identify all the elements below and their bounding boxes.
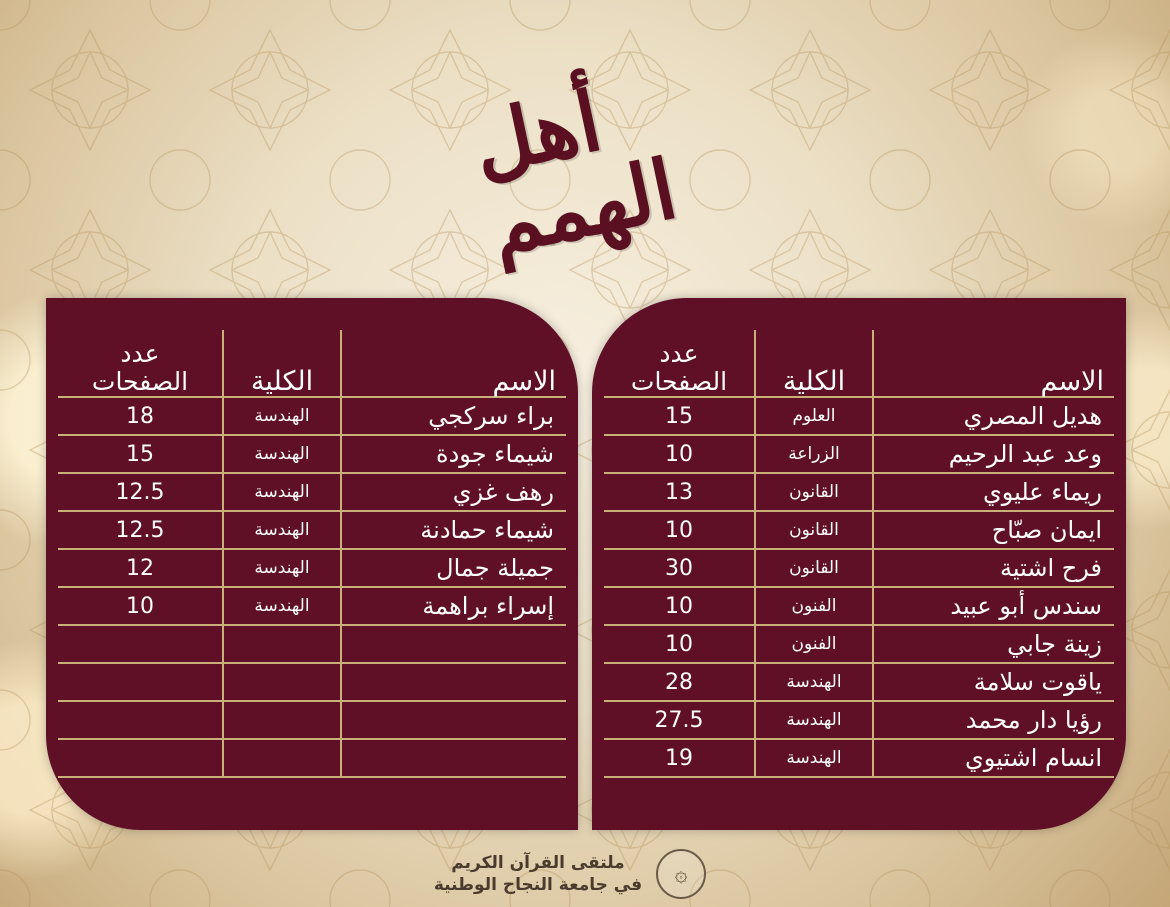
cell-college: العلوم: [755, 397, 873, 435]
cell-college: القانون: [755, 473, 873, 511]
right-panel: [592, 298, 1126, 830]
left-table: [58, 330, 566, 778]
cell-pages: 12.5: [58, 511, 223, 549]
cell-name: شيماء حمادنة: [341, 511, 566, 549]
cell-pages: [58, 701, 223, 739]
cell-name: فرح اشتية: [873, 549, 1114, 587]
cell-name: [341, 739, 566, 777]
table-row: [604, 587, 1114, 625]
cell-college: القانون: [755, 549, 873, 587]
calligraphy-title: [464, 20, 740, 300]
cell-college: القانون: [755, 511, 873, 549]
cell-college: [223, 739, 341, 777]
cell-pages: 10: [604, 511, 755, 549]
table-row: [58, 397, 566, 435]
cell-college: الفنون: [755, 625, 873, 663]
table-row-empty: [58, 625, 566, 663]
cell-name: [341, 663, 566, 701]
header-pages-line1: عدد: [120, 339, 160, 368]
cell-pages: 10: [604, 625, 755, 663]
table-row-empty: [58, 663, 566, 701]
cell-pages: 30: [604, 549, 755, 587]
cell-pages: 15: [58, 435, 223, 473]
cell-name: [341, 625, 566, 663]
cell-pages: 12: [58, 549, 223, 587]
title-text: أهل الهمم: [464, 73, 685, 275]
cell-college: الهندسة: [223, 511, 341, 549]
left-table-header: [58, 330, 566, 397]
table-row: [604, 625, 1114, 663]
table-row: [58, 511, 566, 549]
cell-pages: 13: [604, 473, 755, 511]
header-name: الاسم: [873, 330, 1114, 397]
table-row: [604, 473, 1114, 511]
cell-college: الهندسة: [223, 473, 341, 511]
cell-pages: 27.5: [604, 701, 755, 739]
right-table-header: [604, 330, 1114, 397]
table-row-empty: [58, 701, 566, 739]
cell-pages: 15: [604, 397, 755, 435]
table-row: [58, 587, 566, 625]
cell-name: انسام اشتيوي: [873, 739, 1114, 777]
cell-name: رهف غزي: [341, 473, 566, 511]
cell-college: [223, 625, 341, 663]
cell-pages: 28: [604, 663, 755, 701]
cell-name: رؤيا دار محمد: [873, 701, 1114, 739]
quran-forum-logo-icon: ۞: [656, 849, 706, 899]
table-row: [604, 397, 1114, 435]
cell-pages: [58, 625, 223, 663]
cell-name: شيماء جودة: [341, 435, 566, 473]
footer: [420, 848, 720, 900]
cell-pages: 10: [58, 587, 223, 625]
table-row: [58, 435, 566, 473]
header-name: الاسم: [341, 330, 566, 397]
table-row-empty: [58, 739, 566, 777]
header-college: الكلية: [755, 330, 873, 397]
cell-name: جميلة جمال: [341, 549, 566, 587]
cell-college: الهندسة: [223, 587, 341, 625]
cell-college: الهندسة: [223, 549, 341, 587]
cell-pages: [58, 663, 223, 701]
cell-name: ايمان صبّاح: [873, 511, 1114, 549]
table-row: [58, 473, 566, 511]
footer-line1: ملتقى القرآن الكريم: [451, 853, 625, 873]
header-pages-line2: الصفحات: [91, 367, 189, 396]
cell-pages: 10: [604, 435, 755, 473]
cell-name: [341, 701, 566, 739]
table-row: [58, 549, 566, 587]
cell-name: ياقوت سلامة: [873, 663, 1114, 701]
cell-college: الفنون: [755, 587, 873, 625]
cell-name: براء سركجي: [341, 397, 566, 435]
footer-text: [434, 852, 642, 896]
cell-name: هديل المصري: [873, 397, 1114, 435]
cell-pages: [58, 739, 223, 777]
cell-name: سندس أبو عبيد: [873, 587, 1114, 625]
left-panel: [46, 298, 578, 830]
footer-line2: في جامعة النجاح الوطنية: [433, 875, 643, 895]
cell-college: الهندسة: [223, 397, 341, 435]
table-row: [604, 701, 1114, 739]
table-row: [604, 511, 1114, 549]
table-row: [604, 435, 1114, 473]
header-pages: [58, 330, 223, 397]
table-row: [604, 663, 1114, 701]
cell-college: [223, 701, 341, 739]
cell-college: [223, 663, 341, 701]
cell-college: الهندسة: [755, 739, 873, 777]
header-pages: [604, 330, 755, 397]
header-college: الكلية: [223, 330, 341, 397]
cell-name: زينة جابي: [873, 625, 1114, 663]
cell-pages: 12.5: [58, 473, 223, 511]
cell-pages: 18: [58, 397, 223, 435]
table-row: [604, 739, 1114, 777]
cell-name: وعد عبد الرحيم: [873, 435, 1114, 473]
header-pages-line1: عدد: [659, 339, 699, 368]
cell-college: الزراعة: [755, 435, 873, 473]
right-table: [604, 330, 1114, 778]
cell-pages: 10: [604, 587, 755, 625]
cell-name: إسراء براهمة: [341, 587, 566, 625]
cell-college: الهندسة: [755, 701, 873, 739]
header-pages-line2: الصفحات: [630, 367, 728, 396]
cell-college: الهندسة: [223, 435, 341, 473]
cell-name: ريماء عليوي: [873, 473, 1114, 511]
cell-college: الهندسة: [755, 663, 873, 701]
table-row: [604, 549, 1114, 587]
cell-pages: 19: [604, 739, 755, 777]
